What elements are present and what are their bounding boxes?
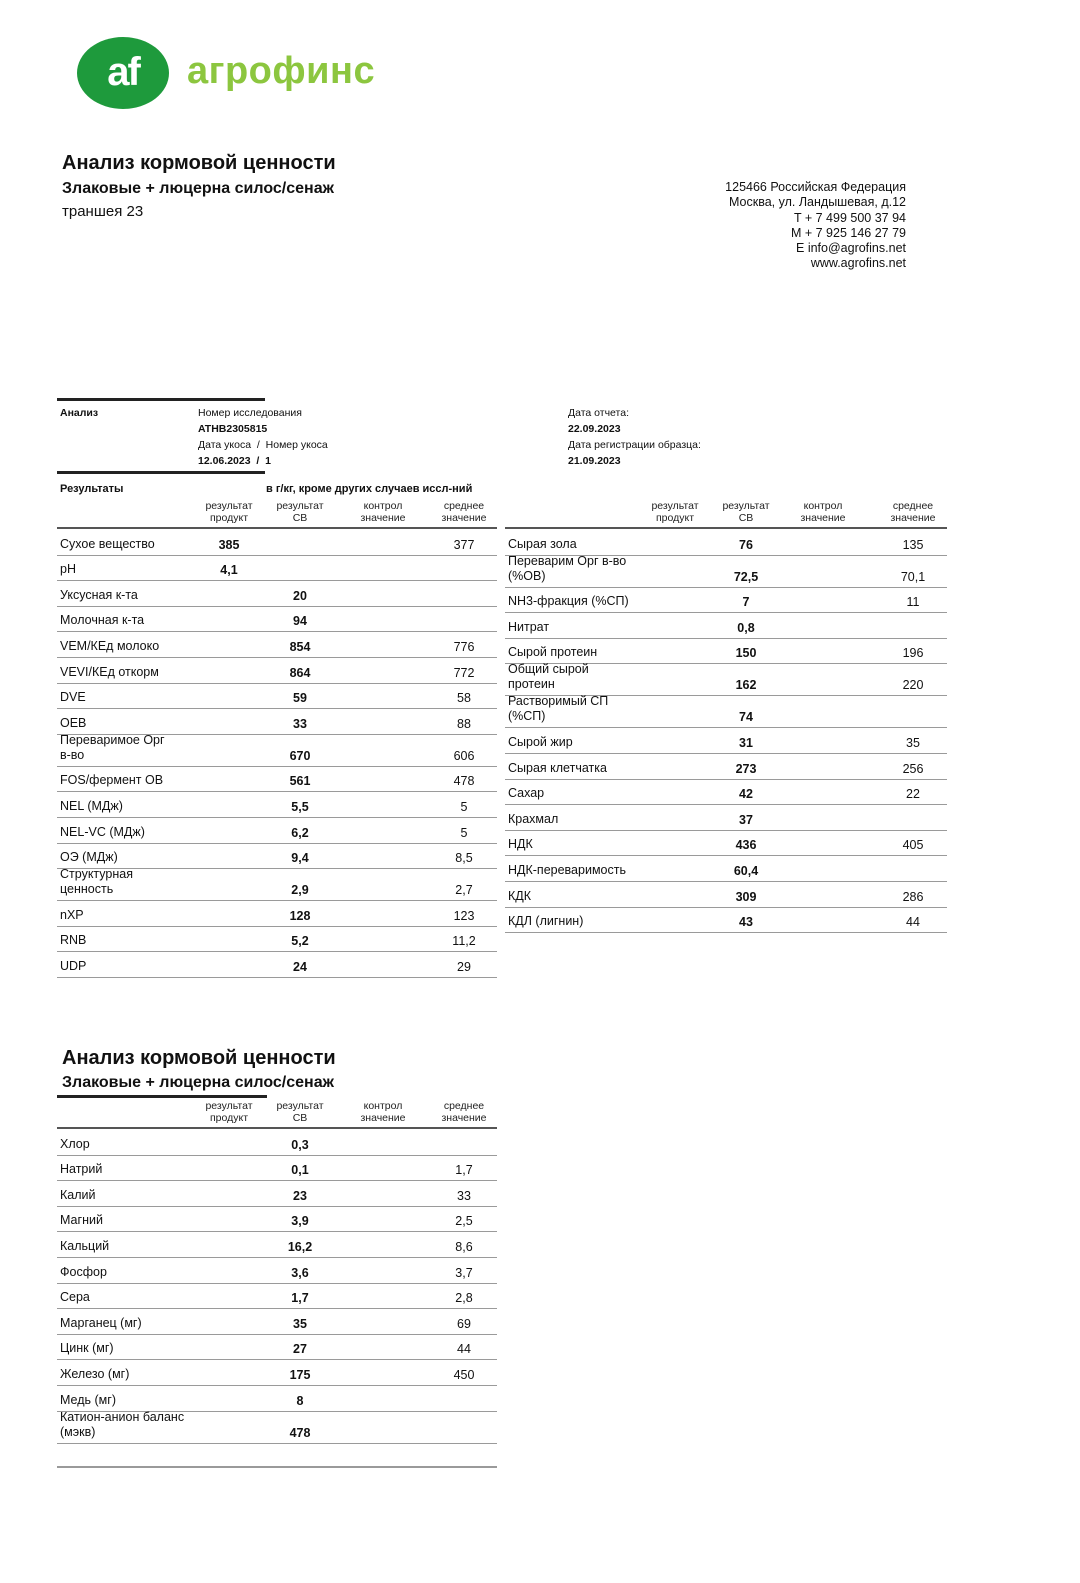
- address-line: 125466 Российская Федерация: [725, 180, 906, 194]
- value-avg: 5: [460, 825, 468, 840]
- row-label: Цинк (мг): [60, 1341, 114, 1356]
- column-header: контрол значение: [360, 1100, 406, 1124]
- value-prod: 385: [218, 537, 240, 552]
- value-avg: 772: [453, 665, 475, 680]
- value-avg: 11,2: [452, 934, 476, 949]
- registration-date: 21.09.2023: [568, 455, 621, 467]
- table-row: [57, 767, 497, 793]
- results-label: Результаты: [60, 483, 124, 495]
- row-label: Сырой протеин: [508, 645, 598, 660]
- column-header: контрол значение: [800, 500, 846, 524]
- report-dates: [568, 405, 701, 469]
- table-row: [57, 684, 497, 710]
- table-row: [505, 882, 947, 908]
- value-sv: 128: [289, 908, 311, 923]
- document-title: Анализ кормовой ценности: [62, 152, 336, 174]
- value-avg: 478: [453, 774, 475, 789]
- value-sv: 150: [735, 646, 757, 661]
- value-sv: 273: [735, 761, 757, 776]
- value-avg: 33: [457, 1188, 471, 1203]
- value-avg: 70,1: [900, 569, 926, 584]
- row-label: nXP: [60, 907, 84, 922]
- value-avg: 135: [902, 537, 924, 552]
- row-label: Растворимый СП (%СП): [508, 694, 609, 724]
- header-rule: [57, 527, 497, 529]
- logo-mark-text: af: [107, 50, 139, 94]
- column-header: результат СВ: [276, 500, 324, 524]
- row-label: UDP: [60, 958, 87, 973]
- table-row: [505, 908, 947, 934]
- value-sv: 20: [293, 588, 307, 603]
- value-sv: 37: [739, 812, 753, 827]
- table-row: [57, 1360, 497, 1386]
- value-sv: 175: [289, 1367, 311, 1382]
- footer-rule: [57, 1466, 497, 1468]
- row-label: Сырой жир: [508, 734, 573, 749]
- column-header: результат СВ: [276, 1100, 324, 1124]
- row-label: Общий сырой протеин: [508, 662, 589, 692]
- column-header: результат продукт: [651, 500, 699, 524]
- value-avg: 35: [906, 735, 920, 750]
- batch-label: траншея 23: [62, 203, 144, 220]
- column-header: среднее значение: [890, 500, 936, 524]
- divider: [57, 398, 265, 401]
- cut-label: Дата укоса / Номер укоса: [198, 439, 328, 451]
- table-row: [57, 1335, 497, 1361]
- row-label: КДЛ (лигнин): [508, 914, 584, 929]
- minerals-subtitle: Злаковые + люцерна силос/сенаж: [62, 1074, 334, 1091]
- logo-name: агрофинс: [187, 50, 376, 92]
- value-avg: 220: [902, 678, 924, 693]
- row-label: NEL-VC (МДж): [60, 824, 145, 839]
- value-sv: 9,4: [291, 851, 309, 866]
- value-avg: 8,6: [455, 1239, 473, 1254]
- row-label: FOS/фермент OB: [60, 773, 164, 788]
- header-rule: [505, 527, 947, 529]
- table-row: [57, 818, 497, 844]
- value-sv: 16,2: [287, 1239, 313, 1254]
- value-sv: 5,2: [291, 934, 309, 949]
- value-avg: 8,5: [455, 851, 473, 866]
- row-label: Хлор: [60, 1136, 90, 1151]
- value-avg: 196: [902, 646, 924, 661]
- table-row: [57, 792, 497, 818]
- value-prod: 4,1: [220, 563, 238, 578]
- analysis-label: Анализ: [60, 407, 99, 419]
- divider: [57, 1095, 267, 1098]
- table-row: [57, 1309, 497, 1335]
- value-sv: 24: [293, 959, 307, 974]
- minerals-title: Анализ кормовой ценности: [62, 1047, 336, 1069]
- value-avg: 2,5: [455, 1214, 473, 1229]
- row-label: Сырая зола: [508, 536, 577, 551]
- row-label: VEVI/КЕд откорм: [60, 664, 159, 679]
- company-address: [725, 180, 906, 272]
- table-row: [57, 581, 497, 607]
- row-label: Перевaримое Орг в-во: [60, 732, 165, 762]
- value-avg: 44: [457, 1342, 471, 1357]
- value-avg: 450: [453, 1367, 475, 1382]
- value-sv: 31: [739, 735, 753, 750]
- address-line: Москва, ул. Ландышевая, д.12: [729, 195, 906, 210]
- table-row: [57, 1232, 497, 1258]
- phone-line: T + 7 499 500 37 94: [793, 210, 906, 225]
- table-row: [57, 1284, 497, 1310]
- row-label: Магний: [60, 1213, 103, 1228]
- row-label: Марганец (мг): [60, 1315, 142, 1330]
- table-row: [505, 639, 947, 665]
- value-sv: 309: [735, 889, 757, 904]
- row-label: Сухое вещество: [60, 536, 155, 551]
- email-line: E info@agrofins.net: [796, 241, 906, 256]
- value-sv: 74: [739, 710, 753, 725]
- table-row: [505, 780, 947, 806]
- document-subtitle: Злаковые + люцерна силос/сенаж: [62, 180, 334, 197]
- value-avg: 377: [453, 537, 475, 552]
- column-header: контрол значение: [360, 500, 406, 524]
- row-label: OEB: [60, 715, 87, 730]
- value-sv: 854: [289, 639, 311, 654]
- value-sv: 35: [293, 1316, 307, 1331]
- column-header: результат продукт: [205, 500, 253, 524]
- study-number: ATHB2305815: [198, 423, 268, 435]
- table-row: [57, 869, 497, 901]
- row-label: pH: [60, 562, 76, 577]
- row-label: КДК: [508, 888, 532, 903]
- value-avg: 776: [453, 639, 475, 654]
- row-label: Железо (мг): [60, 1366, 130, 1381]
- table-row: [505, 831, 947, 857]
- value-sv: 59: [293, 691, 307, 706]
- table-row: [505, 664, 947, 696]
- value-sv: 8: [296, 1393, 304, 1408]
- table-row: [57, 732, 497, 767]
- row-label: Кальций: [60, 1238, 110, 1253]
- value-avg: 606: [453, 748, 475, 763]
- table-row: [505, 553, 947, 588]
- value-sv: 478: [289, 1425, 311, 1440]
- row-label: Структурная ценность: [60, 867, 133, 897]
- table-row: [505, 613, 947, 639]
- table-row: [57, 1130, 497, 1156]
- table-row: [505, 530, 947, 556]
- value-sv: 3,9: [291, 1214, 309, 1229]
- row-label: НДК: [508, 837, 533, 852]
- value-sv: 60,4: [733, 863, 759, 878]
- table-row: [505, 856, 947, 882]
- value-sv: 670: [289, 748, 311, 763]
- value-avg: 69: [457, 1316, 471, 1331]
- value-sv: 0,8: [737, 620, 755, 635]
- study-number-label: Номер исследования: [198, 407, 302, 419]
- value-avg: 405: [902, 838, 924, 853]
- value-sv: 33: [293, 716, 307, 731]
- value-sv: 1,7: [291, 1291, 309, 1306]
- row-label: Переварим Орг в-во (%OB): [508, 553, 627, 583]
- value-sv: 0,1: [291, 1163, 309, 1178]
- column-header: среднее значение: [441, 1100, 487, 1124]
- row-label: Сахар: [508, 786, 545, 801]
- value-avg: 3,7: [455, 1265, 473, 1280]
- row-label: Сера: [60, 1290, 90, 1305]
- row-label: Фосфор: [60, 1264, 107, 1279]
- website-line: www.agrofins.net: [810, 256, 906, 271]
- table-row: [57, 1409, 497, 1444]
- table-row: [57, 1258, 497, 1284]
- value-avg: 22: [906, 787, 920, 802]
- report-date: 22.09.2023: [568, 423, 621, 435]
- table-row: [505, 754, 947, 780]
- value-sv: 76: [739, 537, 753, 552]
- value-avg: 29: [457, 959, 471, 974]
- table-row: [505, 728, 947, 754]
- table-row: [57, 952, 497, 978]
- table-row: [505, 805, 947, 831]
- value-sv: 3,6: [291, 1265, 309, 1280]
- table-row: [57, 927, 497, 953]
- row-label: DVE: [60, 690, 86, 705]
- value-sv: 561: [289, 774, 311, 789]
- table-row: [57, 1386, 497, 1412]
- divider: [57, 471, 265, 474]
- row-label: Калий: [60, 1187, 96, 1202]
- table-row: [57, 1156, 497, 1182]
- value-avg: 256: [902, 761, 924, 776]
- row-label: Уксусная к-та: [60, 587, 138, 602]
- row-label: Нитрат: [508, 619, 550, 634]
- table-row: [57, 709, 497, 735]
- table-row: [57, 844, 497, 870]
- value-sv: 2,9: [291, 883, 309, 898]
- mobile-line: M + 7 925 146 27 79: [790, 225, 906, 240]
- value-sv: 72,5: [733, 569, 759, 584]
- table-row: [505, 588, 947, 614]
- value-avg: 11: [906, 595, 920, 610]
- column-header: результат СВ: [722, 500, 770, 524]
- column-header: среднее значение: [441, 500, 487, 524]
- value-avg: 286: [902, 889, 924, 904]
- row-label: Сырая клетчатка: [508, 760, 607, 775]
- table-row: [57, 530, 497, 556]
- value-sv: 42: [739, 787, 753, 802]
- value-sv: 94: [293, 614, 307, 629]
- table-row: [57, 901, 497, 927]
- value-avg: 2,8: [455, 1291, 473, 1306]
- table-row: [57, 1207, 497, 1233]
- table-row: [57, 658, 497, 684]
- table-row: [57, 607, 497, 633]
- row-label: Крахмал: [508, 811, 559, 826]
- table-row: [505, 696, 947, 728]
- value-avg: 5: [460, 799, 468, 814]
- value-sv: 0,3: [291, 1137, 309, 1152]
- value-avg: 1,7: [455, 1163, 473, 1178]
- row-label: NH3-фракция (%СП): [508, 594, 629, 609]
- table-row: [57, 632, 497, 658]
- row-label: Катион-анион баланс (мэкв): [60, 1409, 185, 1439]
- value-sv: 864: [289, 665, 311, 680]
- value-sv: 5,5: [291, 799, 309, 814]
- value-sv: 27: [293, 1342, 307, 1357]
- value-avg: 44: [906, 915, 920, 930]
- row-label: VEM/КЕд молоко: [60, 638, 160, 653]
- row-label: Натрий: [60, 1162, 103, 1177]
- units-note: в г/кг, кроме других случаев иссл-ний: [266, 483, 473, 495]
- value-sv: 436: [735, 838, 757, 853]
- report-date-label: Дата отчета:: [568, 407, 629, 419]
- row-label: NEL (МДж): [60, 798, 123, 813]
- row-label: НДК-переваримость: [508, 862, 626, 877]
- header-rule: [57, 1127, 497, 1129]
- value-sv: 162: [735, 678, 757, 693]
- value-sv: 23: [293, 1188, 307, 1203]
- value-sv: 6,2: [291, 825, 309, 840]
- row-label: Молочная к-та: [60, 613, 145, 628]
- column-header: результат продукт: [205, 1100, 253, 1124]
- row-label: RNB: [60, 933, 87, 948]
- value-avg: 2,7: [455, 883, 473, 898]
- table-row: [57, 1181, 497, 1207]
- study-info: [198, 405, 328, 469]
- row-label: Медь (мг): [60, 1392, 116, 1407]
- value-avg: 123: [453, 908, 475, 923]
- value-avg: 58: [457, 691, 471, 706]
- row-label: ОЭ (МДж): [60, 850, 118, 865]
- table-row: [57, 556, 497, 582]
- value-sv: 43: [739, 915, 753, 930]
- value-avg: 88: [457, 716, 471, 731]
- cut-value: 12.06.2023 / 1: [198, 455, 271, 467]
- value-sv: 7: [742, 595, 750, 610]
- registration-date-label: Дата регистрации образца:: [568, 439, 701, 451]
